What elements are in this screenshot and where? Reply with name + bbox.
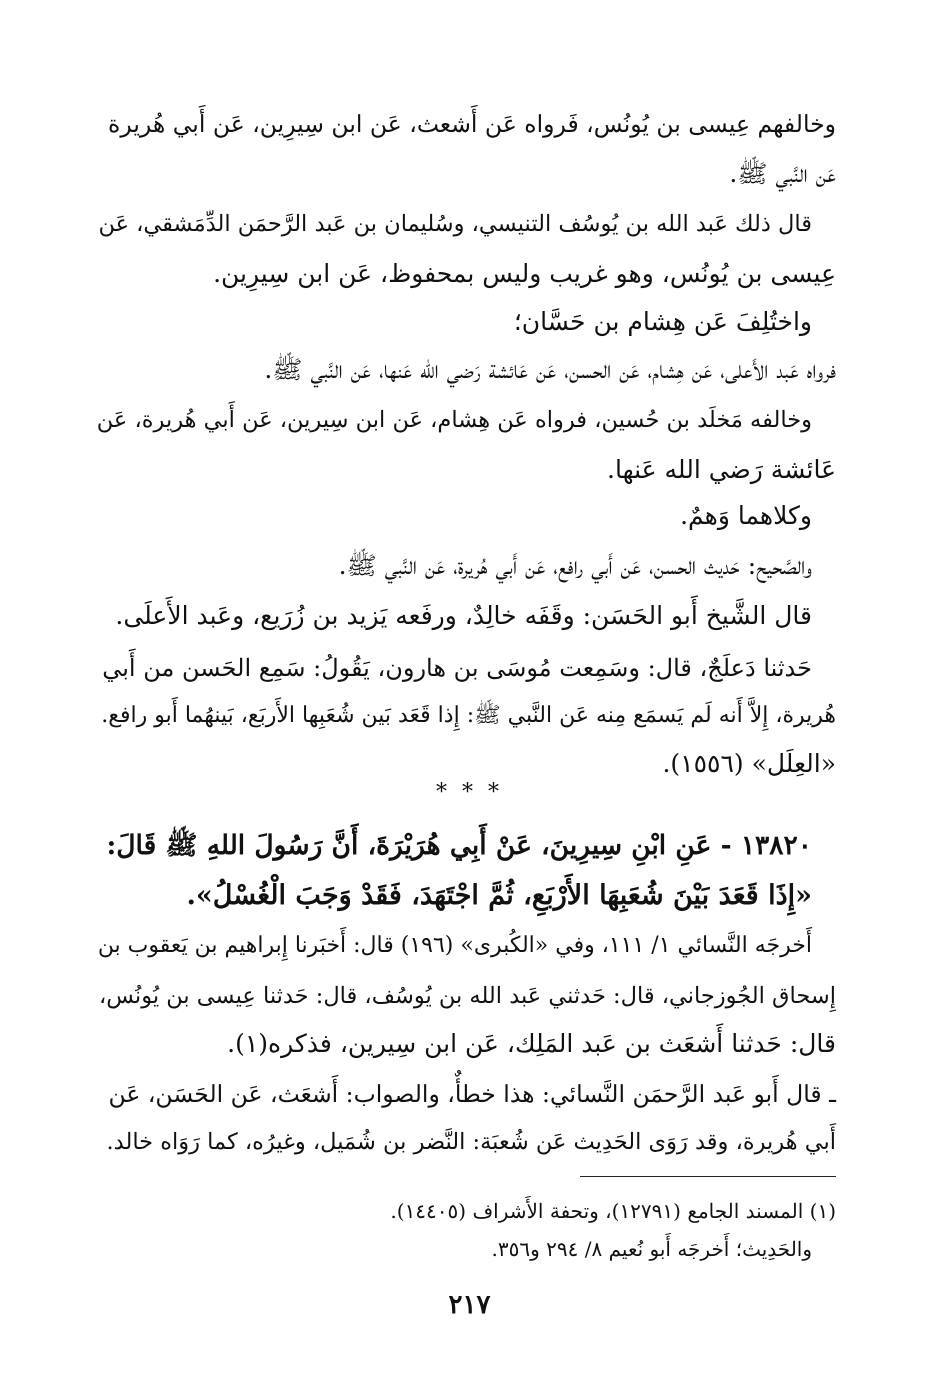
hadith-line: «إِذَا قَعَدَ بَيْنَ شُعَبِهَا الأَرْبَعِ، ثُمَّ اجْتَهَدَ، فَقَدْ وَجَبَ الْغُسْلُ». <box>186 880 812 911</box>
text-line: فرواه عَبد الأَعلى، عَن هِشام، عَن الحسن، عَن عَائشة رَضي الله عَنها، عَن النَّبي ﷺ. <box>264 355 836 384</box>
text-line: وخالفه مَخلَد بن حُسين، فرواه عَن هِشام، عَن ابن سِيرين، عَن أَبي هُريرة، عَن <box>96 407 812 433</box>
text-line: هُريرة، إِلاَّ أَنه لَم يَسمَع مِنه عَن النَّبي ﷺ: إِذا قَعَد بَين شُعَبِها الأَربَع، بَينهُما أَبو رافع. <box>101 703 836 728</box>
footnote-divider <box>580 1176 836 1177</box>
text-line: حَدثنا دَعلَجٌ، قال: وسَمِعت مُوسَى بن هارون، يَقُولُ: سَمِع الحَسن من أَبي <box>102 654 812 682</box>
text-line: إِسحاق الجُوزجاني، قال: حَدثني عَبد الله بن يُوسُف، قال: حَدثنا عِيسى بن يُونُس، <box>98 983 836 1009</box>
text-line: واختُلِفَ عَن هِشام بن حَسَّان؛ <box>513 307 812 336</box>
hadith-line: ١٣٨٢٠ - عَنِ ابْنِ سِيرِينَ، عَنْ أَبِي هُرَيْرَةَ، أَنَّ رَسُولَ اللهِ ﷺ قَالَ: <box>106 830 812 861</box>
text-line: قال: حَدثنا أَشعَث بن عَبد المَلِك، عَن ابن سِيرين، فذكره(١). <box>227 1029 836 1058</box>
text-line: قال الشَّيخ أَبو الحَسَن: وقَفَه خالِدٌ، ورفَعه يَزيد بن زُرَيع، وعَبد الأَعلَى. <box>115 601 812 630</box>
text-line: ـ قال أَبو عَبد الرَّحمَن النَّسائي: هذا خطأٌ، والصواب: أَشعَث، عَن الحَسَن، عَن <box>108 1080 836 1108</box>
text-line: وخالفهم عِيسى بن يُونُس، فَرواه عَن أَشعث، عَن ابن سِيرِين، عَن أَبي هُريرة <box>108 110 836 138</box>
text-line: وكلاهما وَهمٌ. <box>680 501 812 530</box>
text-line: عَائشة رَضي الله عَنها. <box>607 455 836 484</box>
text-line: عِيسى بن يُونُس، وهو غريب وليس بمحفوظ، عَن ابن سِيرِين. <box>213 259 836 288</box>
footnote-line: والحَدِيث؛ أَخرجَه أَبو نُعيم ٨/ ٢٩٤ و٣٥٦. <box>491 1237 812 1261</box>
text-line: عَن النَّبي ﷺ. <box>729 159 836 188</box>
section-separator: * * * <box>436 780 503 805</box>
text-line: أَبي هُريرة، وقد رَوَى الحَدِيث عَن شُعبَة: النَّضر بن شُمَيل، وغيرُه، كما رَوَاه خالد. <box>106 1129 836 1155</box>
text-line: أَخرجَه النَّسائي ١/ ١١١، وفي «الكُبرى» (١٩٦) قال: أَخبَرنا إِبراهيم بن يَعقوب بن <box>97 933 812 958</box>
footnote-line: (١) المسند الجامع (١٢٧٩١)، وتحفة الأَشراف (١٤٤٠٥). <box>390 1199 836 1223</box>
text-line: «العِلَل» (١٥٥٦). <box>662 749 836 778</box>
text-line: والصَّحيح: حَديث الحسن، عَن أَبي رافع، عَن أَبي هُريرة، عَن النَّبي ﷺ. <box>338 551 812 580</box>
page-number: ٢١٧ <box>448 1290 491 1320</box>
text-line: قال ذلك عَبد الله بن يُوسُف التنيسي، وسُليمان بن عَبد الرَّحمَن الدِّمَشقي، عَن <box>98 211 812 237</box>
